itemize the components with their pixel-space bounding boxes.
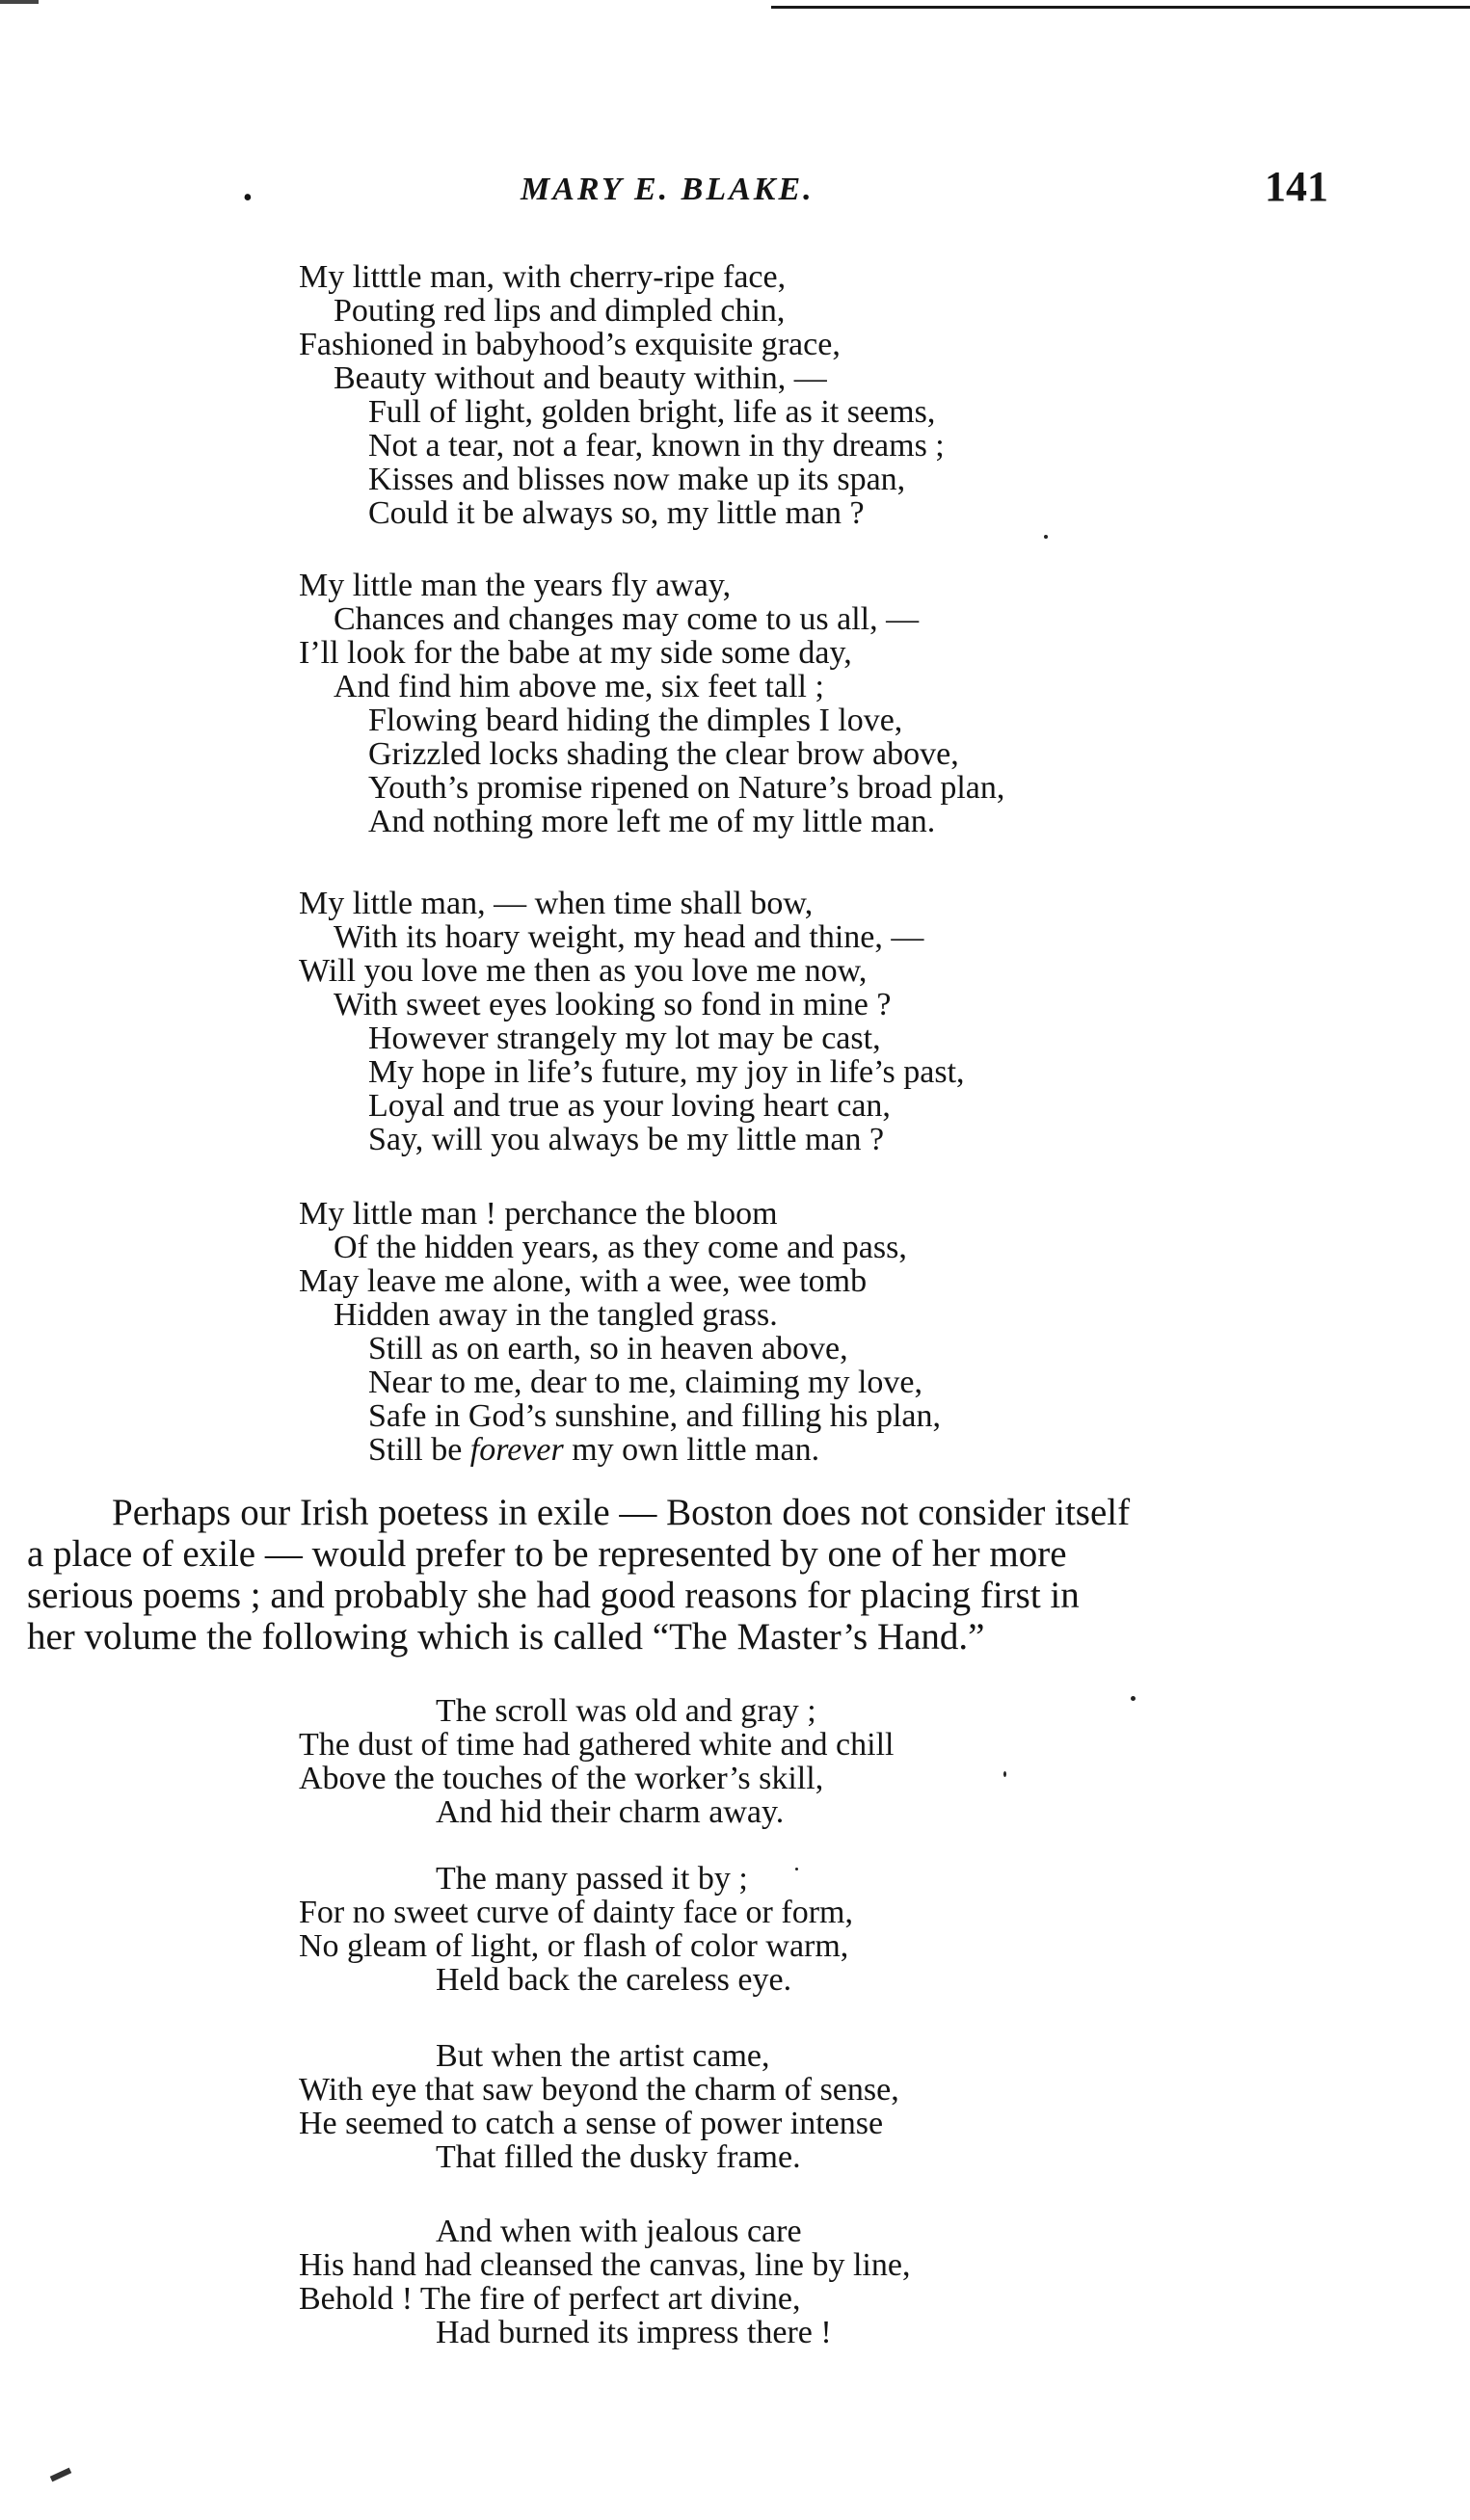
page-header [0, 162, 1470, 220]
verse-line: My little man ! perchance the bloom [299, 1196, 778, 1232]
verse-line: Not a tear, not a fear, known in thy dreams ; [368, 428, 945, 464]
verse-line: His hand had cleansed the canvas, line by line, [299, 2247, 911, 2283]
verse-line-last [299, 1433, 941, 1467]
corner-mark [50, 2468, 71, 2482]
verse-line: Could it be always so, my little man ? [368, 495, 865, 531]
verse-line: Kisses and blisses now make up its span, [368, 462, 906, 497]
verse-line: And nothing more left me of my little man. [368, 804, 936, 839]
page-number: 141 [1265, 163, 1328, 210]
verse-line: Held back the careless eye. [436, 1962, 792, 1998]
stanza-4 [299, 2215, 910, 2349]
print-speck [1003, 1771, 1006, 1777]
edge-mark [0, 0, 39, 4]
verse-line: My little man the years fly away, [299, 568, 732, 603]
running-head: MARY E. BLAKE. [521, 172, 815, 207]
verse-line: Fashioned in babyhood’s exquisite grace, [299, 327, 841, 362]
top-rule [771, 6, 1470, 9]
verse-line: Youth’s promise ripened on Nature’s broad plan, [368, 770, 1005, 806]
verse-line: Still as on earth, so in heaven above, [368, 1331, 848, 1366]
stanza-1 [299, 260, 945, 530]
verse-line: The scroll was old and gray ; [436, 1693, 816, 1729]
verse-line: I’ll look for the babe at my side some day, [299, 635, 852, 671]
verse-line: And hid their charm away. [436, 1794, 785, 1830]
verse-line: But when the artist came, [436, 2038, 770, 2074]
verse-line: Flowing beard hiding the dimples I love, [368, 703, 903, 738]
verse-line: Will you love me then as you love me now, [299, 953, 868, 989]
stanza-4 [299, 1197, 941, 1467]
verse-line: He seemed to catch a sense of power intense [299, 2106, 884, 2141]
italic-word: forever [469, 1432, 564, 1468]
verse-line: Loyal and true as your loving heart can, [368, 1088, 891, 1124]
verse-line: Say, will you always be my little man ? [368, 1122, 885, 1157]
print-speck [1044, 535, 1048, 539]
verse-line: And when with jealous care [436, 2214, 802, 2249]
verse-line: With eye that saw beyond the charm of sense, [299, 2072, 899, 2108]
verse-text: Still be [368, 1432, 470, 1468]
verse-line: My little man, — when time shall bow, [299, 886, 814, 921]
verse-line: Beauty without and beauty within, — [334, 360, 827, 396]
verse-line: Safe in God’s sunshine, and filling his plan, [368, 1398, 942, 1434]
verse-line: Behold ! The fire of perfect art divine, [299, 2281, 801, 2317]
verse-line: And find him above me, six feet tall ; [334, 669, 824, 704]
prose-paragraph [27, 1492, 1328, 1658]
verse-line: That filled the dusky frame. [436, 2139, 801, 2175]
prose-line: a place of exile — would prefer to be represented by one of her more [27, 1533, 1067, 1575]
prose-line: serious poems ; and probably she had good reasons for placing first in [27, 1575, 1080, 1616]
stanza-3 [299, 887, 965, 1156]
verse-line: Had burned its impress there ! [436, 2315, 832, 2350]
verse-line: With its hoary weight, my head and thine, — [334, 919, 924, 955]
verse-line: Hidden away in the tangled grass. [334, 1297, 778, 1333]
verse-line: However strangely my lot may be cast, [368, 1021, 881, 1056]
prose-line: Perhaps our Irish poetess in exile — Boston does not consider itself [112, 1492, 1131, 1533]
stanza-3 [299, 2039, 899, 2174]
verse-line: With sweet eyes looking so fond in mine ? [334, 987, 892, 1022]
verse-line: Of the hidden years, as they come and pass, [334, 1230, 907, 1265]
verse-line: Grizzled locks shading the clear brow above, [368, 736, 959, 772]
verse-line: Above the touches of the worker’s skill, [299, 1761, 824, 1796]
verse-line: Near to me, dear to me, claiming my love, [368, 1365, 922, 1400]
verse-line: My hope in life’s future, my joy in life’s past, [368, 1054, 965, 1090]
prose-line: her volume the following which is called “The Master’s Hand.” [27, 1616, 985, 1658]
verse-line: Chances and changes may come to us all, — [334, 601, 920, 637]
verse-line: My litttle man, with cherry-ripe face, [299, 259, 787, 295]
stanza-2 [299, 569, 1004, 838]
stanza-2 [299, 1862, 853, 1997]
verse-text: my own little man. [563, 1432, 820, 1468]
print-speck [1131, 1696, 1136, 1701]
verse-line: Pouting red lips and dimpled chin, [334, 293, 786, 329]
verse-line: For no sweet curve of dainty face or form, [299, 1895, 853, 1930]
verse-line: The dust of time had gathered white and chill [299, 1727, 895, 1763]
verse-line: May leave me alone, with a wee, wee tomb [299, 1263, 868, 1299]
verse-line: The many passed it by ; [436, 1861, 748, 1897]
print-speck [795, 1868, 798, 1870]
verse-line: No gleam of light, or flash of color warm, [299, 1928, 849, 1964]
stanza-1 [299, 1694, 894, 1829]
verse-line: Full of light, golden bright, life as it seems, [368, 394, 936, 430]
header-dot: • [243, 183, 253, 213]
